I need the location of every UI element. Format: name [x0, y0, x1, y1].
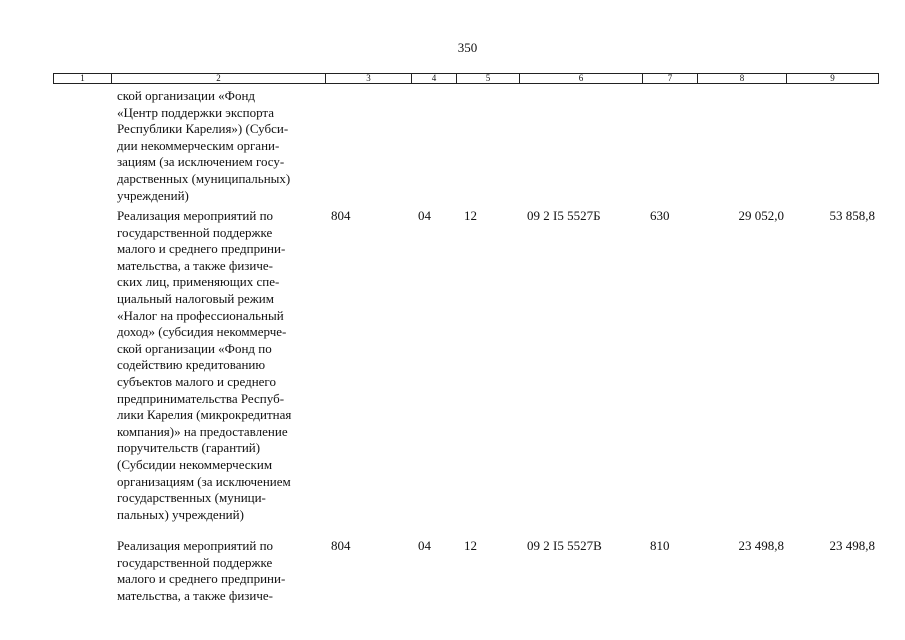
column-number-3: 3	[326, 74, 412, 83]
table-header-row	[53, 73, 879, 84]
text-line: доход» (субсидия некоммерче-	[117, 324, 287, 340]
subsection-code: 12	[464, 208, 477, 223]
text-line: «Налог на профессиональный	[117, 307, 284, 323]
amount-value: 29 052,0	[738, 208, 784, 223]
text-line: Реализация мероприятий по	[117, 208, 274, 223]
column-number-6: 6	[520, 74, 643, 83]
text-line: поручительств (гарантий)	[117, 440, 261, 456]
text-line: дии некоммерческим органи-	[117, 137, 280, 153]
section-code: 04	[418, 538, 431, 553]
text-line: ской организации «Фонд	[117, 88, 256, 103]
text-line: предпринимательства Респуб-	[117, 390, 285, 406]
text-line: малого и среднего предприни-	[117, 571, 286, 587]
continuation-description	[117, 88, 290, 204]
column-number-7: 7	[643, 74, 698, 83]
text-line: пальных) учреждений)	[117, 506, 244, 522]
text-line: ской организации «Фонд по	[117, 340, 272, 356]
text-line: лики Карелия (микрокредитная	[117, 407, 292, 423]
text-line: дарственных (муниципальных)	[117, 170, 291, 186]
page-number: 350	[457, 40, 478, 55]
text-line: организациям (за исключением	[117, 473, 291, 489]
target-article-code: 09 2 I5 5527В	[527, 538, 602, 553]
text-line: компания)» на предоставление	[117, 423, 288, 439]
subsection-code: 12	[464, 538, 477, 553]
text-line: (Субсидии некоммерческим	[117, 456, 273, 472]
amount-value: 23 498,8	[829, 538, 875, 553]
expense-type-code: 810	[650, 538, 670, 553]
amount-value: 53 858,8	[829, 208, 875, 223]
text-line: государственной поддержке	[117, 554, 273, 570]
expense-type-code: 630	[650, 208, 670, 223]
text-line: государственной поддержке	[117, 224, 273, 240]
text-line: Реализация мероприятий по	[117, 538, 274, 553]
ministry-code: 804	[331, 208, 351, 223]
row-description	[117, 538, 285, 604]
text-line: мательства, а также физиче-	[117, 587, 274, 603]
text-line: циальный налоговый режим	[117, 290, 274, 306]
text-line: малого и среднего предприни-	[117, 241, 286, 257]
target-article-code: 09 2 I5 5527Б	[527, 208, 601, 223]
column-number-2: 2	[112, 74, 326, 83]
text-line: ских лиц, применяющих спе-	[117, 274, 280, 290]
amount-value: 23 498,8	[738, 538, 784, 553]
text-line: зациям (за исключением госу-	[117, 154, 285, 170]
text-line: содействию кредитованию	[117, 357, 266, 373]
text-line: учреждений)	[117, 187, 189, 203]
text-line: мательства, а также физиче-	[117, 257, 274, 273]
column-number-5: 5	[457, 74, 520, 83]
column-number-1: 1	[54, 74, 112, 83]
column-number-9: 9	[830, 73, 835, 83]
text-line: государственных (муници-	[117, 490, 266, 506]
text-line: субъектов малого и среднего	[117, 373, 276, 389]
column-number-4: 4	[412, 74, 457, 83]
section-code: 04	[418, 208, 431, 223]
row-description	[117, 208, 291, 523]
ministry-code: 804	[331, 538, 351, 553]
column-number-8: 8	[698, 74, 787, 83]
text-line: «Центр поддержки экспорта	[117, 104, 275, 120]
text-line: Республики Карелия») (Субси-	[117, 121, 289, 137]
